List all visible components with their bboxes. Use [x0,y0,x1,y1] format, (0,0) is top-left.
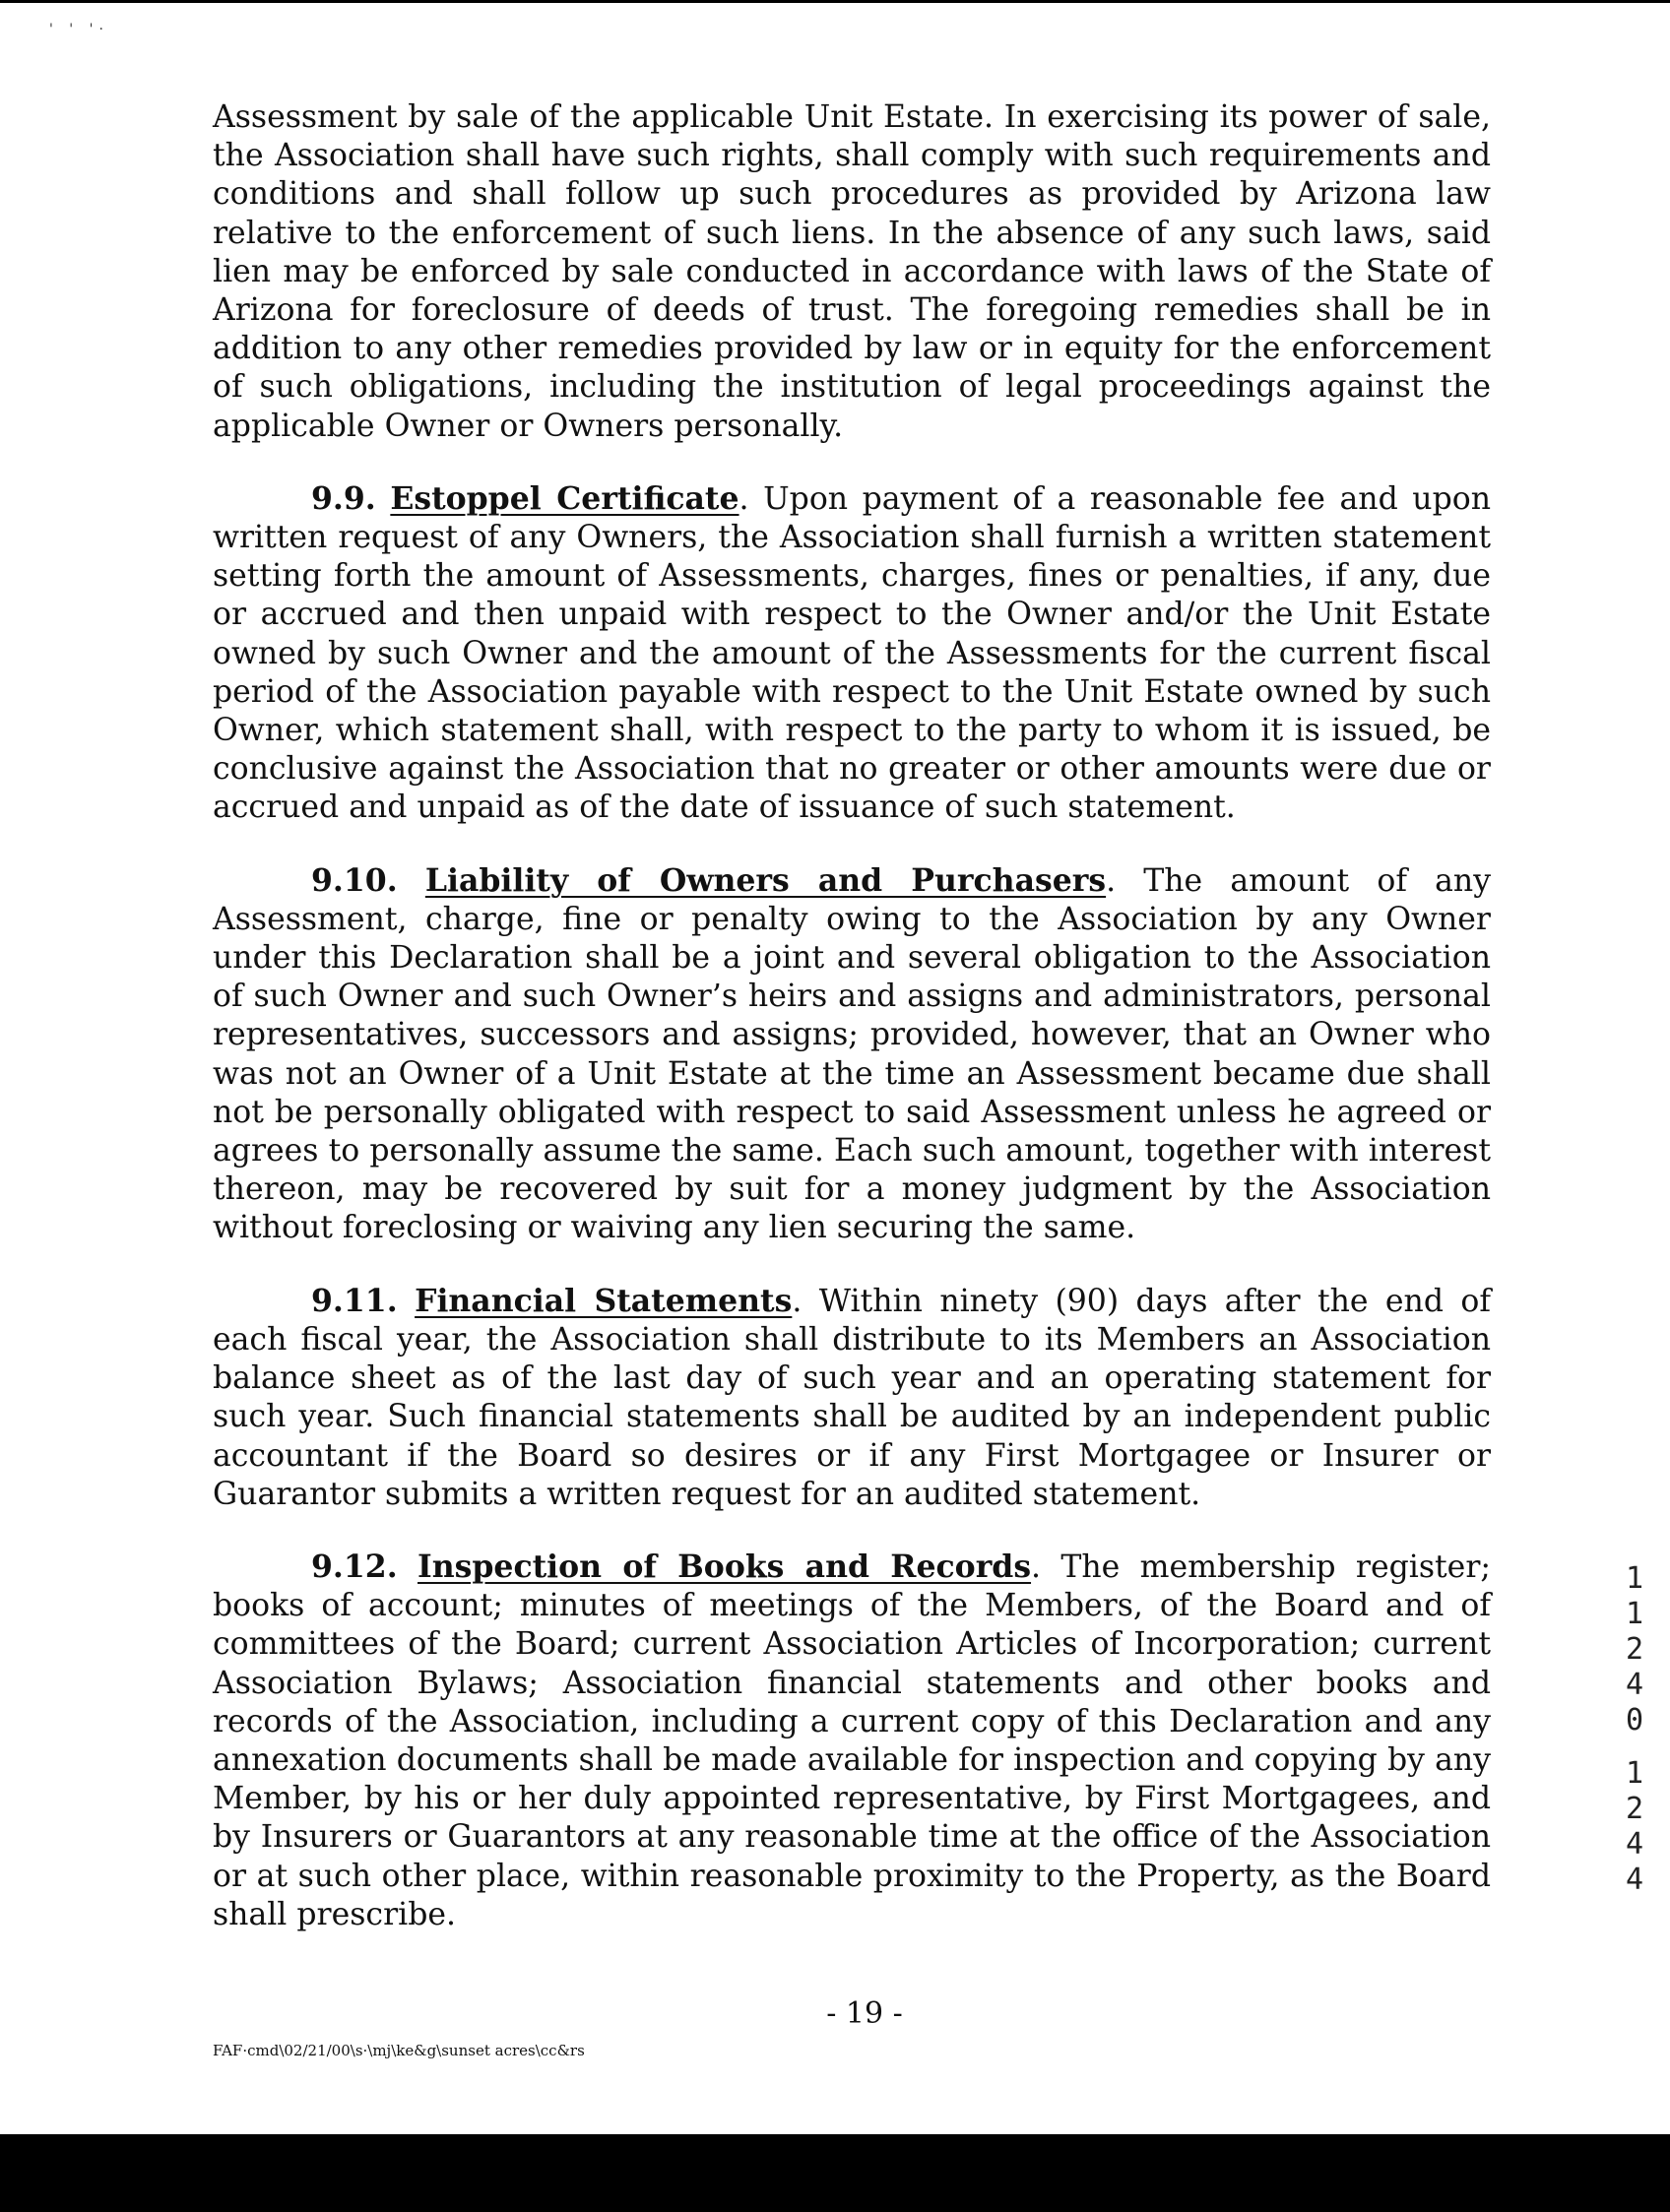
stamp-digit: 1 [1625,1597,1644,1631]
section-9-11 [213,1282,1491,1514]
section-number: 9.10. [311,861,398,899]
section-body: . Upon payment of a reasonable fee and upon written request of any Owners, the Association shall furnish a written statement setting forth the amount of Assessments, charges, fines or penalties, if any, due or accrued and then unpaid with respect to the Owner and/or the Unit Estate owned by such Owner and the amount of the Assessments for the current fiscal period of the Association payable with respect to the Unit Estate owned by such Owner, which statement shall, with respect to the party to whom it is issued, be conclusive against the Association that no greater or other amounts were due or accrued and unpaid as of the date of issuance of such statement. [213,480,1491,826]
section-body: . Within ninety (90) days after the end of each fiscal year, the Association shall distribute to its Members an Association balance sheet as of the last day of such year and an operating statement for such year. Such financial statements shall be audited by an independent public accountant if the Board so desires or if any First Mortgagee or Insurer or Guarantor submits a written request for an audited statement. [213,1283,1492,1512]
section-9-10 [213,861,1491,1248]
stamp-digit: 4 [1625,1863,1644,1897]
stamp-digit: 0 [1625,1703,1644,1738]
stamp-digit: 1 [1625,1561,1644,1596]
section-number: 9.9. [311,479,376,517]
section-title: Estoppel Certificate [390,479,739,517]
section-9-9 [213,479,1491,828]
stamp-digit: 4 [1625,1827,1644,1862]
recording-stamp-upper [1615,1561,1654,1738]
section-number: 9.11. [311,1282,398,1319]
page-number: - 19 - [826,1996,903,2031]
section-body: . The amount of any Assessment, charge, fine or penalty owing to the Association by any Owner under this Declaration shall be a joint and several obligation to the Association of such Owner and such Owner’s heirs and assigns and administrators, personal representatives, successors and assigns; provided, however, that an Owner who was not an Owner of a Unit Estate at the time an Assessment became due shall not be personally obligated with respect to said Assessment unless he agreed or agrees to personally assume the same. Each such amount, together with interest thereon, may be recovered by suit for a money judgment by the Association without foreclosing or waiving any lien securing the same. [213,862,1491,1246]
section-9-12 [213,1548,1491,1934]
section-body: . The membership register; books of account; minutes of meetings of the Members, of the Board and of committees of the Board; current Association Articles of Incorporation; current Association Bylaws; Association financial statements and other books and records of the Association, including a current copy of this Declaration and any annexation documents shall be made available for inspection and copying by any Member, by his or her duly appointed representative, by First Mortgagees, and by Insurers or Guarantors at any reasonable time at the office of the Association or at such other place, within reasonable proximity to the Property, as the Board shall prescribe. [213,1548,1491,1932]
section-number: 9.12. [311,1548,398,1585]
scan-artifact: ' ' '· [49,22,109,37]
scan-bottom-border [0,2134,1670,2212]
stamp-digit: 1 [1625,1756,1644,1791]
recording-stamp-lower [1615,1756,1654,1898]
document-page [213,98,1491,1934]
section-title: Liability of Owners and Purchasers [424,861,1107,899]
scan-top-border [0,0,1670,3]
section-title: Financial Statements [415,1282,793,1319]
stamp-digit: 2 [1625,1792,1644,1826]
section-title: Inspection of Books and Records [418,1548,1032,1585]
continuation-paragraph: Assessment by sale of the applicable Unit Estate. In exercising its power of sale, the Association shall have such rights, shall comply with such requirements and conditions and shall follow up such procedures as provided by Arizona law relative to the enforcement of such liens. In the absence of any such laws, said lien may be enforced by sale conducted in accordance with laws of the State of Arizona for foreclosure of deeds of trust. The foregoing remedies shall be in addition to any other remedies provided by law or in equity for the enforcement of such obligations, including the institution of legal proceedings against the applicable Owner or Owners personally. [213,99,1491,444]
stamp-digit: 2 [1625,1632,1644,1667]
footer-file-path: FAF·cmd\02/21/00\s·\mj\ke&g\sunset acres\cc&rs [213,2042,585,2059]
stamp-digit: 4 [1625,1668,1644,1702]
